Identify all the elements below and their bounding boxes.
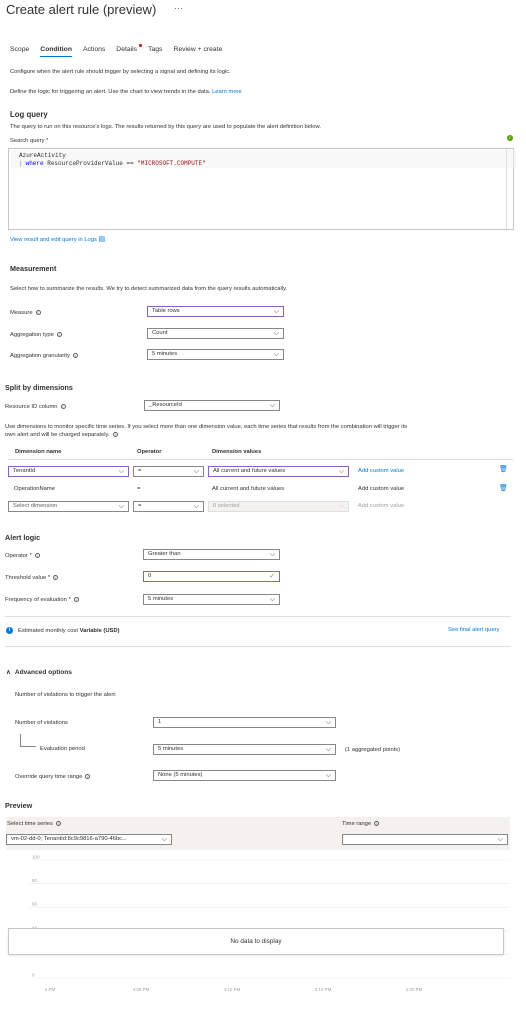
tab-review-create[interactable]: Review + create (173, 46, 223, 53)
time-range-label-text: Time range (342, 821, 372, 828)
intro-text-2-body: Define the logic for triggering an alert. Use the chart to view trends in the data. (10, 89, 211, 95)
measure-label-text: Measure (10, 310, 33, 317)
advanced-options-toggle[interactable] (6, 668, 72, 676)
info-icon[interactable]: i (374, 821, 379, 826)
chevron-down-icon: ⌵ (273, 330, 279, 337)
x-tick-label: 4:15 PM (314, 987, 332, 992)
required-marker: * (29, 553, 32, 560)
chevron-down-icon: ⌵ (497, 836, 503, 843)
operator-label (5, 553, 40, 559)
frequency-label (5, 597, 79, 603)
split-heading: Split by dimensions (5, 383, 73, 392)
error-dot-icon (139, 44, 142, 47)
violations-value: 1 (158, 719, 162, 725)
operator-value: = (138, 503, 142, 509)
measurement-heading: Measurement (10, 264, 57, 273)
log-query-heading: Log query (10, 110, 48, 119)
dimension-values-select[interactable] (208, 466, 349, 477)
info-icon[interactable]: i (35, 553, 40, 558)
info-icon[interactable]: i (74, 597, 79, 602)
alert-logic-heading: Alert logic (5, 533, 41, 542)
override-value: None (5 minutes) (158, 772, 203, 778)
measure-label (10, 310, 41, 316)
aggregation-type-select[interactable] (147, 328, 284, 339)
divider (5, 646, 511, 647)
intro-text-1: Configure when the alert rule should trigger by selecting a signal and defining its logic. (10, 69, 231, 75)
query-valid-check-icon: ✓ (508, 135, 512, 140)
required-marker: * (47, 575, 51, 582)
evaluation-note: (1 aggregated points) (345, 747, 401, 753)
page-title: Create alert rule (preview) (6, 2, 157, 17)
x-tick-label: 4 PM (44, 987, 56, 992)
tree-connector-vertical (20, 734, 21, 746)
info-filled-icon: i (6, 627, 13, 634)
info-icon[interactable]: i (85, 774, 90, 779)
threshold-value: 0 (148, 573, 152, 579)
time-range-select[interactable] (342, 834, 508, 845)
more-options-button[interactable]: ··· (174, 3, 183, 13)
dimension-values-value: 0 selected (213, 503, 240, 509)
frequency-select[interactable] (143, 594, 280, 605)
resource-id-value: _ResourceId (149, 402, 182, 408)
view-results-label: View result and edit query in Logs (10, 237, 97, 243)
time-series-label-text: Select time series (7, 821, 53, 828)
col-operator: Operator (137, 449, 162, 455)
chevron-down-icon: ⌵ (269, 596, 275, 603)
learn-more-link[interactable]: Learn more (212, 89, 242, 95)
advanced-options-label: Advanced options (14, 669, 72, 676)
operator-value: = (138, 468, 142, 474)
operator-label-text: Operator (5, 553, 28, 560)
frequency-label-text: Frequency of evaluation (5, 597, 67, 604)
chevron-down-icon: ⌵ (338, 503, 344, 510)
info-icon[interactable]: i (36, 310, 41, 315)
estimated-cost-label: Estimated monthly cost (18, 628, 78, 634)
tab-tags[interactable]: Tags (148, 46, 163, 53)
chevron-down-icon: ⌵ (269, 402, 275, 409)
x-tick-label: 4:10 PM (223, 987, 241, 992)
threshold-label (5, 575, 58, 581)
time-series-value: vm-02-dd-0; TenantId:8c9c9816-a790-46bc... (11, 836, 127, 842)
dimension-name-select[interactable] (8, 466, 129, 477)
divider (5, 616, 511, 617)
aggregation-granularity-label (10, 353, 78, 359)
resource-id-select[interactable] (144, 400, 280, 411)
valid-check-icon: ✓ (269, 573, 275, 580)
search-query-label (10, 138, 48, 144)
violations-select[interactable] (153, 717, 336, 728)
time-series-select[interactable] (6, 834, 172, 845)
chevron-down-icon: ⌵ (325, 746, 331, 753)
aggregation-type-label-text: Aggregation type (10, 332, 54, 339)
chevron-up-icon: ∧ (6, 669, 11, 676)
col-dimension-values: Dimension values (212, 449, 262, 455)
chevron-down-icon: ⌵ (118, 468, 124, 475)
chevron-down-icon: ⌵ (325, 772, 331, 779)
tab-details-label: Details (116, 46, 138, 53)
evaluation-period-value: 5 minutes (158, 746, 184, 752)
evaluation-period-label: Evaluation period (40, 746, 85, 752)
dimension-name-value: TenantId (13, 468, 36, 474)
chevron-down-icon: ⌵ (269, 551, 275, 558)
dimension-values-select-disabled[interactable] (208, 501, 349, 512)
y-tick-label: 60 (32, 901, 38, 907)
resource-id-label-text: Resource ID column (5, 404, 58, 411)
required-marker: * (46, 138, 49, 144)
violations-label: Number of violations (15, 720, 68, 726)
logs-icon: ▤ (98, 236, 106, 243)
add-custom-value-link[interactable]: Add custom value (358, 468, 405, 474)
y-tick-label: 0 (32, 972, 35, 978)
query-keyword: where (25, 160, 44, 167)
chevron-down-icon: ⌵ (161, 836, 167, 843)
time-range-label (342, 821, 379, 827)
measure-value: Table rows (152, 308, 180, 314)
tab-actions[interactable]: Actions (83, 46, 106, 53)
threshold-input[interactable] (143, 571, 280, 582)
split-description-2 (5, 432, 118, 438)
col-dimension-name: Dimension name (15, 449, 62, 455)
delete-row-icon[interactable]: 🗑 (499, 485, 508, 492)
select-dimension-value: Select dimension (13, 503, 58, 509)
aggregation-type-label (10, 332, 62, 338)
y-tick-label: 80 (32, 878, 38, 884)
search-query-label-text: Search query (10, 138, 45, 144)
chevron-down-icon: ⌵ (338, 468, 344, 475)
query-operator: == (126, 160, 134, 167)
see-final-query-link[interactable]: See final alert query (448, 627, 500, 633)
threshold-label-text: Threshold value (5, 575, 47, 582)
aggregation-type-value: Count (152, 330, 168, 336)
dimension-values-static: All current and future values (212, 486, 285, 492)
override-select[interactable] (153, 770, 336, 781)
tree-connector-horizontal (20, 746, 36, 747)
chevron-down-icon: ⌵ (273, 308, 279, 315)
aggregation-granularity-select[interactable] (147, 349, 284, 360)
x-tick-label: 4:20 PM (405, 987, 423, 992)
delete-row-icon[interactable]: 🗑 (499, 466, 508, 473)
add-custom-value-link[interactable]: Add custom value (358, 486, 405, 492)
editor-scrollbar[interactable] (506, 149, 513, 229)
x-tick-label: 4:05 PM (132, 987, 150, 992)
tab-bar (10, 46, 233, 57)
info-icon[interactable]: i (57, 332, 62, 337)
resource-id-label (5, 404, 66, 410)
query-line-1: AzureActivity (19, 152, 66, 159)
info-icon[interactable]: i (113, 432, 118, 437)
alert-operator-select[interactable] (143, 549, 280, 560)
split-description-1: Use dimensions to monitor specific time series. If you select more than one dimension value, each time series that results from the combination will trigger its (5, 424, 408, 430)
measure-select[interactable] (147, 306, 284, 317)
chevron-down-icon: ⌵ (325, 719, 331, 726)
preview-heading: Preview (5, 801, 33, 810)
estimated-cost-value: Variable (USD) (79, 628, 120, 634)
view-results-link[interactable] (10, 235, 105, 243)
override-label-text: Override query time range (15, 774, 83, 781)
table-header-divider (8, 459, 513, 460)
select-dimension-select[interactable] (8, 501, 129, 512)
info-icon[interactable]: i (73, 353, 78, 358)
info-icon[interactable]: i (53, 575, 58, 580)
tab-condition[interactable]: Condition (40, 46, 72, 57)
violations-description: Number of violations to trigger the alert: (15, 692, 117, 698)
operator-select[interactable] (133, 466, 204, 477)
required-marker: * (68, 597, 71, 604)
override-label (15, 774, 90, 780)
tab-details[interactable] (116, 46, 137, 57)
estimated-cost (18, 628, 120, 634)
query-line-2: | where ResourceProviderValue == "MICROSOFT.COMPUTE" (19, 160, 206, 167)
chevron-down-icon: ⌵ (118, 503, 124, 510)
add-custom-value-link-disabled[interactable]: Add custom value (358, 503, 405, 509)
log-query-description: The query to run on this resource's logs. The results returned by this query are used to populate the alert definition below. (10, 124, 321, 130)
operator-select[interactable] (133, 501, 204, 512)
measurement-description: Select how to summarize the results. We try to detect summarized data from the query results automatically. (10, 286, 288, 292)
query-field: ResourceProviderValue (47, 160, 123, 167)
y-tick-label: 100 (32, 854, 40, 860)
aggregation-granularity-value: 5 minutes (152, 351, 178, 357)
info-icon[interactable]: i (56, 821, 61, 826)
tab-scope[interactable]: Scope (10, 46, 30, 53)
chevron-down-icon: ⌵ (193, 468, 199, 475)
time-series-label (7, 821, 61, 827)
split-description-2-text: own alert and will be charged separately. (5, 432, 110, 439)
query-string: "MICROSOFT.COMPUTE" (137, 160, 206, 167)
evaluation-period-select[interactable] (153, 744, 336, 755)
intro-text-2 (10, 89, 242, 95)
chevron-down-icon: ⌵ (273, 351, 279, 358)
no-data-message: No data to display (8, 928, 504, 955)
frequency-value: 5 minutes (148, 596, 174, 602)
operator-static: = (137, 486, 141, 492)
dimension-name-static: OperationName (14, 486, 55, 492)
dimension-values-value: All current and future values (213, 468, 286, 474)
aggregation-granularity-label-text: Aggregation granularity (10, 353, 70, 360)
info-icon[interactable]: i (61, 404, 66, 409)
alert-operator-value: Greater than (148, 551, 181, 557)
chevron-down-icon: ⌵ (193, 503, 199, 510)
query-editor[interactable] (8, 148, 514, 230)
